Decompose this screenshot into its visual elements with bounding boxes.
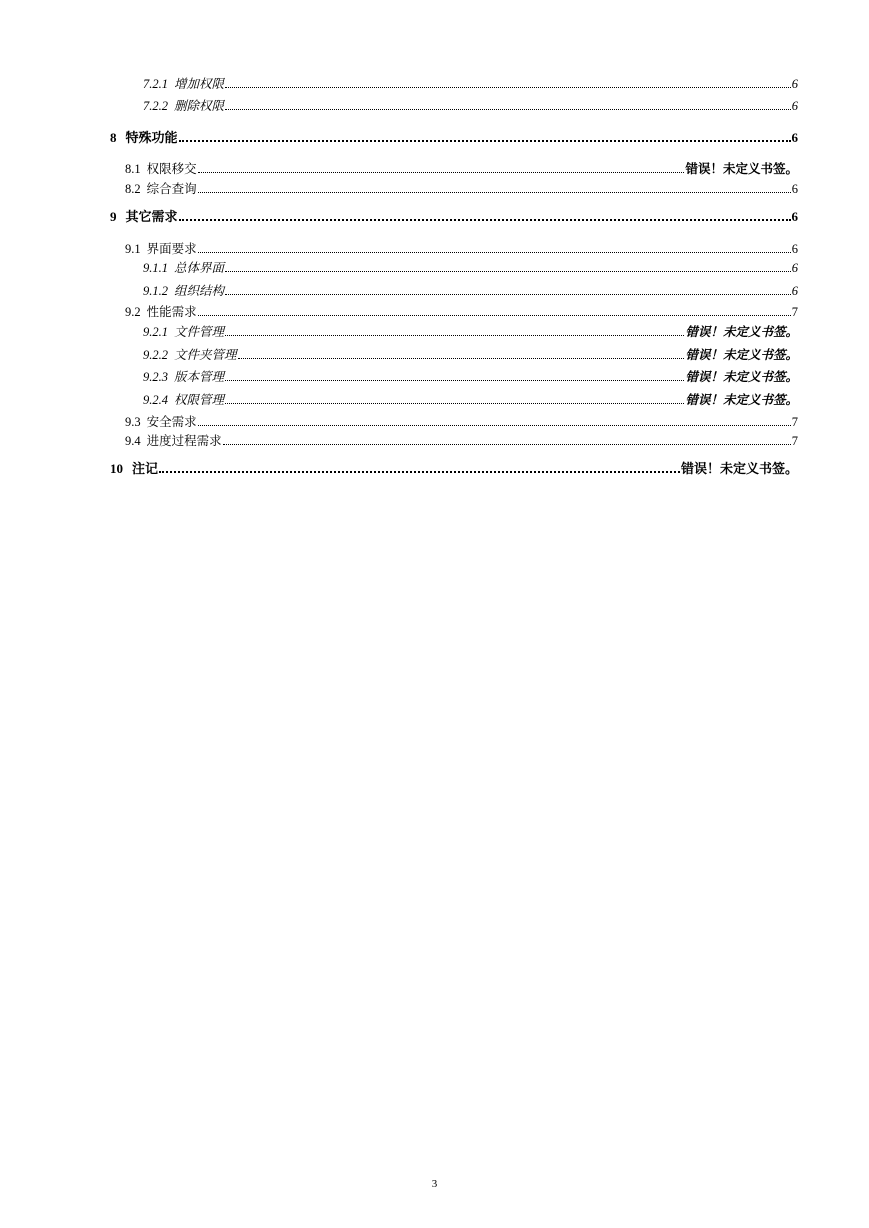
toc-title: 综合查询: [146, 182, 197, 196]
dot-leader: [225, 294, 791, 295]
toc-entry-9-2[interactable]: [125, 304, 798, 320]
toc-number: 9.2.1: [143, 325, 168, 339]
toc-page: 7: [791, 434, 798, 448]
toc-page-error: 错误！未定义书签。: [685, 325, 798, 339]
toc-page: 7: [791, 415, 798, 429]
toc-entry-9-4[interactable]: [125, 433, 798, 449]
toc-entry-7-2-2[interactable]: [143, 98, 798, 114]
toc-number: 9.3: [125, 415, 141, 429]
dot-leader: [225, 380, 684, 381]
toc-page: 6: [791, 182, 798, 196]
dot-leader: [198, 252, 791, 253]
dot-leader: [198, 192, 791, 193]
toc-title: 进度过程需求: [146, 434, 222, 448]
toc-title: 特殊功能: [125, 130, 178, 145]
toc-title: 性能需求: [146, 305, 197, 319]
toc-title: 总体界面: [174, 261, 225, 275]
toc-title: 界面要求: [146, 242, 197, 256]
page-number: 3: [431, 1178, 438, 1190]
dot-leader: [225, 87, 791, 88]
toc-number: 10: [110, 461, 123, 476]
toc-number: 9.2: [125, 305, 141, 319]
toc-page: 6: [791, 209, 798, 224]
toc-entry-9-3[interactable]: [125, 414, 798, 430]
toc-page: 6: [791, 77, 798, 91]
toc-entry-9-1-1[interactable]: [143, 260, 798, 276]
dot-leader: [223, 444, 791, 445]
toc-page-error: 错误！未定义书签。: [685, 393, 798, 407]
dot-leader: [225, 335, 684, 336]
dot-leader: [238, 358, 685, 359]
toc-number: 8.2: [125, 182, 141, 196]
toc-page-error: 错误！未定义书签。: [685, 370, 798, 384]
toc-entry-9[interactable]: [110, 209, 798, 225]
toc-number: 9.4: [125, 434, 141, 448]
dot-leader: [179, 219, 791, 221]
toc-entry-8-2[interactable]: [125, 181, 798, 197]
toc-number: 8: [110, 130, 117, 145]
toc-entry-9-2-2[interactable]: [143, 347, 798, 363]
toc-entry-8-1[interactable]: [125, 161, 798, 177]
toc-number: 7.2.1: [143, 77, 168, 91]
toc-title: 组织结构: [174, 284, 225, 298]
toc-title: 其它需求: [125, 209, 178, 224]
toc-number: 9.1: [125, 242, 141, 256]
toc-number: 9.2.4: [143, 393, 168, 407]
toc-entry-7-2-1[interactable]: [143, 76, 798, 92]
toc-title: 安全需求: [146, 415, 197, 429]
toc-page: 6: [791, 284, 798, 298]
toc-entry-9-1[interactable]: [125, 241, 798, 257]
toc-number: 9: [110, 209, 117, 224]
toc-page: 6: [791, 130, 798, 145]
toc-number: 8.1: [125, 162, 141, 176]
dot-leader: [225, 109, 791, 110]
toc-number: 9.2.2: [143, 348, 168, 362]
toc-title: 权限移交: [146, 162, 197, 176]
toc-page-error: 错误！未定义书签。: [680, 461, 798, 476]
toc-number: 9.1.1: [143, 261, 168, 275]
toc-title: 注记: [132, 461, 159, 476]
toc-number: 9.1.2: [143, 284, 168, 298]
toc-entry-8[interactable]: [110, 130, 798, 146]
toc-number: 7.2.2: [143, 99, 168, 113]
toc-page-error: 错误！未定义书签。: [685, 348, 798, 362]
toc-title: 版本管理: [174, 370, 225, 384]
toc-page: 6: [791, 261, 798, 275]
dot-leader: [198, 172, 685, 173]
toc-entry-10[interactable]: [110, 461, 798, 477]
dot-leader: [225, 403, 684, 404]
toc-page: 6: [791, 242, 798, 256]
toc-title: 文件夹管理: [174, 348, 237, 362]
dot-leader: [225, 271, 791, 272]
toc-entry-9-2-1[interactable]: [143, 324, 798, 340]
dot-leader: [159, 471, 680, 473]
dot-leader: [198, 315, 791, 316]
toc-number: 9.2.3: [143, 370, 168, 384]
toc-title: 增加权限: [174, 77, 225, 91]
dot-leader: [198, 425, 791, 426]
toc-page: 6: [791, 99, 798, 113]
toc-page: 7: [791, 305, 798, 319]
toc-entry-9-2-4[interactable]: [143, 392, 798, 408]
toc-entry-9-1-2[interactable]: [143, 283, 798, 299]
toc-title: 权限管理: [174, 393, 225, 407]
dot-leader: [179, 140, 791, 142]
toc-page-error: 错误！未定义书签。: [685, 162, 798, 176]
toc-title: 文件管理: [174, 325, 225, 339]
toc-title: 删除权限: [174, 99, 225, 113]
toc-entry-9-2-3[interactable]: [143, 369, 798, 385]
